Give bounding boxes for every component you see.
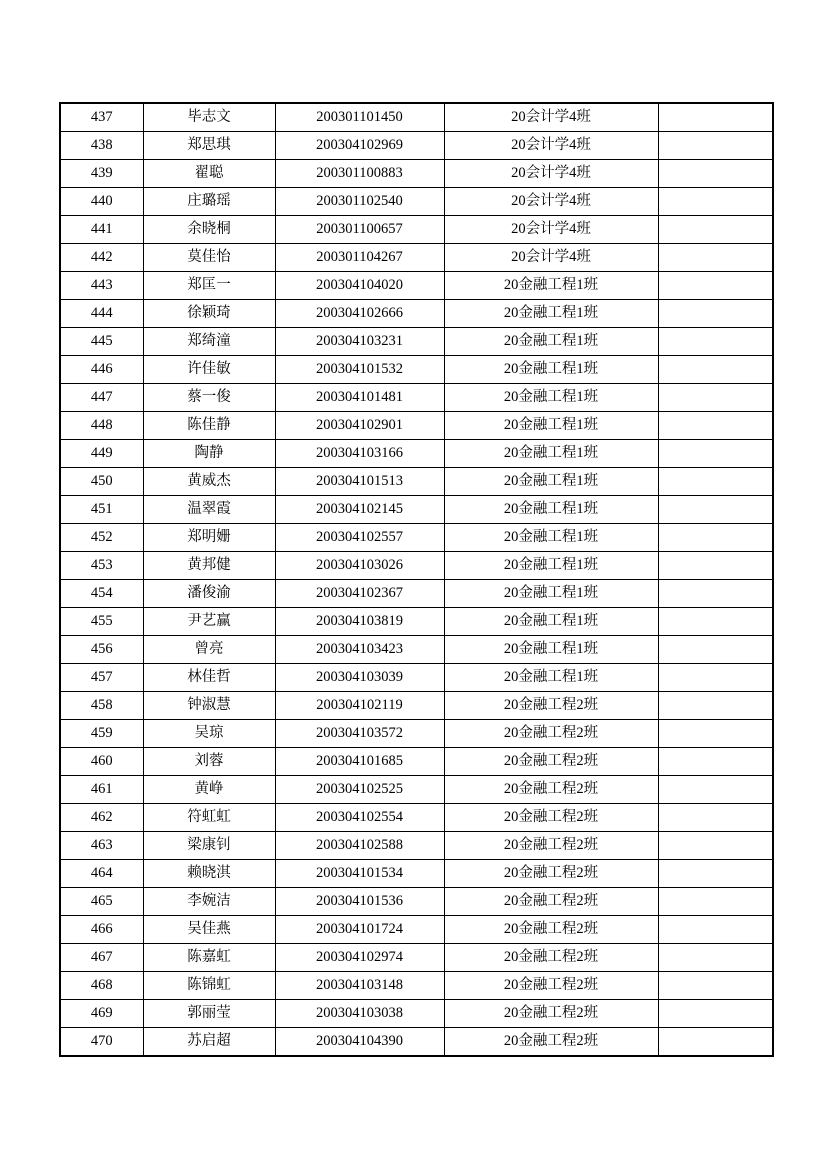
class-name-cell: 20金融工程2班 xyxy=(444,1028,658,1057)
row-number-cell: 440 xyxy=(60,188,143,216)
class-name-cell: 20会计学4班 xyxy=(444,244,658,272)
class-name-cell: 20会计学4班 xyxy=(444,132,658,160)
row-number-cell: 449 xyxy=(60,440,143,468)
row-number-cell: 444 xyxy=(60,300,143,328)
student-id-cell: 200304102901 xyxy=(275,412,444,440)
remark-cell xyxy=(658,244,773,272)
student-id-cell: 200304103166 xyxy=(275,440,444,468)
student-name-cell: 梁康钊 xyxy=(143,832,275,860)
row-number-cell: 451 xyxy=(60,496,143,524)
remark-cell xyxy=(658,692,773,720)
row-number-cell: 453 xyxy=(60,552,143,580)
student-name-cell: 赖晓淇 xyxy=(143,860,275,888)
student-id-cell: 200301102540 xyxy=(275,188,444,216)
remark-cell xyxy=(658,440,773,468)
class-name-cell: 20金融工程1班 xyxy=(444,552,658,580)
table-row xyxy=(60,1028,773,1057)
student-id-cell: 200304102588 xyxy=(275,832,444,860)
class-name-cell: 20会计学4班 xyxy=(444,188,658,216)
row-number-cell: 437 xyxy=(60,103,143,132)
student-id-cell: 200304102666 xyxy=(275,300,444,328)
class-name-cell: 20金融工程1班 xyxy=(444,440,658,468)
table-row xyxy=(60,972,773,1000)
student-id-cell: 200304101481 xyxy=(275,384,444,412)
student-name-cell: 吴佳燕 xyxy=(143,916,275,944)
class-name-cell: 20金融工程2班 xyxy=(444,832,658,860)
table-row xyxy=(60,328,773,356)
student-id-cell: 200304103423 xyxy=(275,636,444,664)
student-id-cell: 200304102145 xyxy=(275,496,444,524)
row-number-cell: 463 xyxy=(60,832,143,860)
student-id-cell: 200304104020 xyxy=(275,272,444,300)
row-number-cell: 469 xyxy=(60,1000,143,1028)
student-name-cell: 庄璐瑶 xyxy=(143,188,275,216)
student-id-cell: 200304103572 xyxy=(275,720,444,748)
row-number-cell: 458 xyxy=(60,692,143,720)
row-number-cell: 442 xyxy=(60,244,143,272)
class-name-cell: 20金融工程2班 xyxy=(444,720,658,748)
student-id-cell: 200304103039 xyxy=(275,664,444,692)
class-name-cell: 20金融工程1班 xyxy=(444,328,658,356)
class-name-cell: 20金融工程1班 xyxy=(444,664,658,692)
class-name-cell: 20金融工程2班 xyxy=(444,692,658,720)
table-row xyxy=(60,636,773,664)
remark-cell xyxy=(658,1000,773,1028)
row-number-cell: 446 xyxy=(60,356,143,384)
remark-cell xyxy=(658,524,773,552)
remark-cell xyxy=(658,412,773,440)
student-name-cell: 余晓桐 xyxy=(143,216,275,244)
student-id-cell: 200301100657 xyxy=(275,216,444,244)
class-name-cell: 20会计学4班 xyxy=(444,160,658,188)
class-name-cell: 20金融工程1班 xyxy=(444,524,658,552)
class-name-cell: 20金融工程1班 xyxy=(444,384,658,412)
student-name-cell: 陈锦虹 xyxy=(143,972,275,1000)
remark-cell xyxy=(658,720,773,748)
remark-cell xyxy=(658,636,773,664)
row-number-cell: 450 xyxy=(60,468,143,496)
row-number-cell: 456 xyxy=(60,636,143,664)
table-row xyxy=(60,188,773,216)
remark-cell xyxy=(658,832,773,860)
table-row xyxy=(60,300,773,328)
row-number-cell: 445 xyxy=(60,328,143,356)
row-number-cell: 467 xyxy=(60,944,143,972)
class-name-cell: 20金融工程1班 xyxy=(444,468,658,496)
remark-cell xyxy=(658,188,773,216)
student-id-cell: 200304101536 xyxy=(275,888,444,916)
student-id-cell: 200304101724 xyxy=(275,916,444,944)
row-number-cell: 454 xyxy=(60,580,143,608)
student-id-cell: 200304102367 xyxy=(275,580,444,608)
row-number-cell: 447 xyxy=(60,384,143,412)
table-row xyxy=(60,720,773,748)
roster-body xyxy=(60,103,773,1056)
remark-cell xyxy=(658,776,773,804)
class-name-cell: 20金融工程1班 xyxy=(444,636,658,664)
student-name-cell: 莫佳怡 xyxy=(143,244,275,272)
student-id-cell: 200304103819 xyxy=(275,608,444,636)
class-name-cell: 20金融工程2班 xyxy=(444,1000,658,1028)
student-name-cell: 林佳哲 xyxy=(143,664,275,692)
table-row xyxy=(60,160,773,188)
class-name-cell: 20金融工程2班 xyxy=(444,860,658,888)
table-row xyxy=(60,272,773,300)
remark-cell xyxy=(658,272,773,300)
student-name-cell: 郭丽莹 xyxy=(143,1000,275,1028)
class-name-cell: 20金融工程1班 xyxy=(444,300,658,328)
row-number-cell: 452 xyxy=(60,524,143,552)
table-row xyxy=(60,356,773,384)
remark-cell xyxy=(658,160,773,188)
table-row xyxy=(60,776,773,804)
student-name-cell: 苏启超 xyxy=(143,1028,275,1057)
class-name-cell: 20金融工程1班 xyxy=(444,496,658,524)
class-name-cell: 20金融工程1班 xyxy=(444,608,658,636)
row-number-cell: 441 xyxy=(60,216,143,244)
student-name-cell: 毕志文 xyxy=(143,103,275,132)
student-name-cell: 郑绮潼 xyxy=(143,328,275,356)
student-name-cell: 徐颖琦 xyxy=(143,300,275,328)
row-number-cell: 439 xyxy=(60,160,143,188)
student-name-cell: 陶静 xyxy=(143,440,275,468)
table-row xyxy=(60,916,773,944)
remark-cell xyxy=(658,328,773,356)
student-name-cell: 尹艺赢 xyxy=(143,608,275,636)
table-row xyxy=(60,1000,773,1028)
table-row xyxy=(60,580,773,608)
student-name-cell: 吴琼 xyxy=(143,720,275,748)
remark-cell xyxy=(658,300,773,328)
remark-cell xyxy=(658,748,773,776)
student-name-cell: 符虹虹 xyxy=(143,804,275,832)
remark-cell xyxy=(658,580,773,608)
student-name-cell: 蔡一俊 xyxy=(143,384,275,412)
remark-cell xyxy=(658,664,773,692)
table-row xyxy=(60,692,773,720)
student-name-cell: 黄峥 xyxy=(143,776,275,804)
table-row xyxy=(60,832,773,860)
table-row xyxy=(60,608,773,636)
class-name-cell: 20金融工程2班 xyxy=(444,916,658,944)
row-number-cell: 466 xyxy=(60,916,143,944)
row-number-cell: 470 xyxy=(60,1028,143,1057)
student-name-cell: 李婉洁 xyxy=(143,888,275,916)
table-row xyxy=(60,888,773,916)
remark-cell xyxy=(658,384,773,412)
class-name-cell: 20金融工程1班 xyxy=(444,272,658,300)
table-row xyxy=(60,412,773,440)
student-id-cell: 200304101532 xyxy=(275,356,444,384)
remark-cell xyxy=(658,132,773,160)
student-name-cell: 郑思琪 xyxy=(143,132,275,160)
student-id-cell: 200304103026 xyxy=(275,552,444,580)
remark-cell xyxy=(658,944,773,972)
student-name-cell: 陈佳静 xyxy=(143,412,275,440)
student-id-cell: 200304103231 xyxy=(275,328,444,356)
class-name-cell: 20金融工程1班 xyxy=(444,580,658,608)
student-name-cell: 曾亮 xyxy=(143,636,275,664)
row-number-cell: 468 xyxy=(60,972,143,1000)
row-number-cell: 443 xyxy=(60,272,143,300)
table-row xyxy=(60,244,773,272)
table-row xyxy=(60,664,773,692)
student-id-cell: 200304102554 xyxy=(275,804,444,832)
remark-cell xyxy=(658,468,773,496)
remark-cell xyxy=(658,916,773,944)
student-id-cell: 200304102969 xyxy=(275,132,444,160)
class-name-cell: 20金融工程2班 xyxy=(444,888,658,916)
row-number-cell: 457 xyxy=(60,664,143,692)
student-id-cell: 200304103148 xyxy=(275,972,444,1000)
remark-cell xyxy=(658,972,773,1000)
student-name-cell: 陈嘉虹 xyxy=(143,944,275,972)
class-name-cell: 20金融工程1班 xyxy=(444,412,658,440)
student-name-cell: 温翠霞 xyxy=(143,496,275,524)
class-name-cell: 20金融工程1班 xyxy=(444,356,658,384)
student-id-cell: 200304103038 xyxy=(275,1000,444,1028)
student-name-cell: 郑明姗 xyxy=(143,524,275,552)
table-row xyxy=(60,552,773,580)
student-name-cell: 许佳敏 xyxy=(143,356,275,384)
table-row xyxy=(60,748,773,776)
table-row xyxy=(60,440,773,468)
row-number-cell: 460 xyxy=(60,748,143,776)
row-number-cell: 459 xyxy=(60,720,143,748)
remark-cell xyxy=(658,608,773,636)
student-name-cell: 潘俊渝 xyxy=(143,580,275,608)
student-id-cell: 200304101685 xyxy=(275,748,444,776)
student-name-cell: 翟聪 xyxy=(143,160,275,188)
student-name-cell: 刘蓉 xyxy=(143,748,275,776)
table-row xyxy=(60,103,773,132)
remark-cell xyxy=(658,356,773,384)
student-id-cell: 200301104267 xyxy=(275,244,444,272)
student-name-cell: 黄威杰 xyxy=(143,468,275,496)
class-name-cell: 20会计学4班 xyxy=(444,103,658,132)
row-number-cell: 438 xyxy=(60,132,143,160)
table-row xyxy=(60,216,773,244)
row-number-cell: 465 xyxy=(60,888,143,916)
table-row xyxy=(60,524,773,552)
table-row xyxy=(60,384,773,412)
table-row xyxy=(60,496,773,524)
student-id-cell: 200304104390 xyxy=(275,1028,444,1057)
student-id-cell: 200301101450 xyxy=(275,103,444,132)
remark-cell xyxy=(658,103,773,132)
student-id-cell: 200304101513 xyxy=(275,468,444,496)
table-row xyxy=(60,132,773,160)
remark-cell xyxy=(658,216,773,244)
table-row xyxy=(60,944,773,972)
row-number-cell: 448 xyxy=(60,412,143,440)
row-number-cell: 455 xyxy=(60,608,143,636)
remark-cell xyxy=(658,860,773,888)
student-name-cell: 黄邦健 xyxy=(143,552,275,580)
student-name-cell: 钟淑慧 xyxy=(143,692,275,720)
row-number-cell: 461 xyxy=(60,776,143,804)
class-name-cell: 20会计学4班 xyxy=(444,216,658,244)
remark-cell xyxy=(658,496,773,524)
remark-cell xyxy=(658,888,773,916)
class-name-cell: 20金融工程2班 xyxy=(444,748,658,776)
row-number-cell: 462 xyxy=(60,804,143,832)
table-row xyxy=(60,860,773,888)
remark-cell xyxy=(658,804,773,832)
class-name-cell: 20金融工程2班 xyxy=(444,972,658,1000)
class-name-cell: 20金融工程2班 xyxy=(444,944,658,972)
student-id-cell: 200304102119 xyxy=(275,692,444,720)
student-id-cell: 200304102525 xyxy=(275,776,444,804)
student-id-cell: 200304102557 xyxy=(275,524,444,552)
table-row xyxy=(60,804,773,832)
row-number-cell: 464 xyxy=(60,860,143,888)
remark-cell xyxy=(658,1028,773,1057)
student-roster-table xyxy=(59,102,774,1057)
class-name-cell: 20金融工程2班 xyxy=(444,776,658,804)
table-row xyxy=(60,468,773,496)
student-id-cell: 200304101534 xyxy=(275,860,444,888)
remark-cell xyxy=(658,552,773,580)
student-id-cell: 200301100883 xyxy=(275,160,444,188)
student-id-cell: 200304102974 xyxy=(275,944,444,972)
class-name-cell: 20金融工程2班 xyxy=(444,804,658,832)
student-name-cell: 郑匡一 xyxy=(143,272,275,300)
